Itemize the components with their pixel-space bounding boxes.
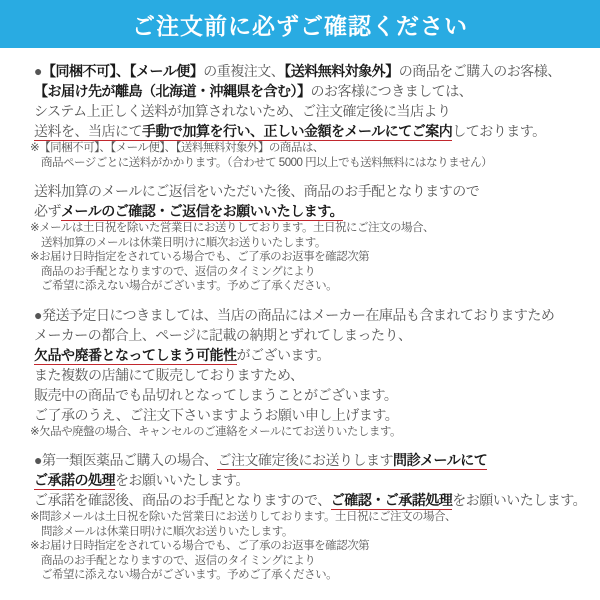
text-line — [34, 405, 592, 425]
note-line — [30, 425, 592, 440]
notice-header — [0, 0, 600, 48]
note-line — [30, 539, 592, 554]
text-line — [34, 470, 592, 490]
page-title: ご注文前に必ずご確認ください — [132, 12, 468, 39]
text-line — [34, 325, 592, 345]
text-run: のお客様につきましては、 — [310, 83, 473, 99]
text-line — [34, 365, 592, 385]
text-line — [34, 385, 592, 405]
text-run: 必ず — [34, 203, 61, 219]
notice-section — [30, 181, 592, 294]
notice-section — [30, 450, 592, 583]
text-line — [34, 490, 592, 510]
text-run: メーカーの都合上、ページに記載の納期とずれてしまったり、 — [34, 326, 412, 343]
text-line — [34, 61, 592, 81]
text-run: また複数の店舗にて販売しておりますため、 — [34, 366, 304, 383]
text-run: の重複注文、 — [203, 63, 285, 79]
red-underlined-text: ご注文確定後にお送りします — [217, 452, 393, 470]
text-run: ※お届け日時指定をされている場合でも、ご了承のお返事を確認次第 — [30, 540, 370, 552]
text-run: 送料加算のメールにご返信をいただいた後、商品のお手配となりますので — [34, 183, 480, 199]
text-line — [34, 121, 592, 141]
text-run: 商品のお手配となりますので、返信のタイミングにより — [30, 554, 316, 567]
text-run: しております。 — [452, 123, 546, 139]
text-run: システム上正しく送料が加算されないため、ご注文確定後に当店より — [34, 103, 451, 119]
bold-text: 【同梱不可】、【メール便】 — [41, 63, 204, 79]
text-run: ご了承のうえ、ご注文下さいますようお願い申し上げます。 — [34, 406, 399, 423]
text-run: ● — [34, 63, 42, 79]
note-line — [30, 236, 592, 251]
text-run: ※お届け日時指定をされている場合でも、ご了承のお返事を確認次第 — [30, 251, 370, 263]
text-line — [34, 450, 592, 470]
bold-text: 【お届け先が離島（北海道・沖縄県を含む）】 — [34, 83, 311, 99]
text-line — [34, 305, 592, 325]
note-line — [30, 221, 592, 236]
note-line — [30, 265, 592, 280]
text-run: ※【同梱不可】、【メール便】、【送料無料対象外】の商品は、 — [30, 142, 324, 154]
notice-body — [0, 48, 600, 583]
bold-text: 【送料無料対象外】 — [284, 63, 399, 79]
notice-section — [30, 305, 592, 440]
red-underlined-text: メールのご確認・ご返信をお願いいたします。 — [61, 203, 343, 221]
text-line — [34, 345, 592, 365]
red-underlined-text: 欠品や廃番となってしまう可能性 — [34, 347, 237, 365]
text-run: ※欠品や廃盤の場合、キャンセルのご連絡をメールにてお送りいたします。 — [30, 425, 401, 438]
red-underlined-text: 送料を、当店にて — [34, 123, 142, 141]
text-run: ※問診メールは土日祝を除いた営業日にお送りしております。土日祝にご注文の場合、 — [30, 511, 456, 523]
text-run: ●第一類医薬品ご購入の場合、 — [34, 452, 218, 468]
text-run: をお願いいたします。 — [452, 492, 587, 508]
text-run: をお願いいたします。 — [115, 472, 249, 488]
text-run: 商品のお手配となりますので、返信のタイミングにより — [30, 265, 316, 278]
text-line — [34, 101, 592, 121]
note-line — [30, 568, 592, 583]
note-line — [30, 510, 592, 525]
text-run: ご希望に添えない場合がございます。予めご了承ください。 — [30, 569, 338, 581]
notice-section — [30, 61, 592, 170]
text-run: の商品をご購入のお客様、 — [398, 63, 561, 79]
text-run: 送料加算のメールは休業日明けに順次お送りいたします。 — [30, 236, 326, 249]
text-run: がございます。 — [236, 346, 330, 363]
note-line — [30, 250, 592, 265]
note-line — [30, 554, 592, 569]
red-underlined-text: ご確認・ご承諾処理 — [331, 492, 453, 510]
text-run: 問診メールは休業日明けに順次お送りいたします。 — [30, 525, 293, 538]
text-run: 販売中の商品でも品切れとなってしまうことがございます。 — [34, 386, 398, 403]
note-line — [30, 156, 592, 171]
text-run: ※メールは土日祝を除いた営業日にお送りしております。土日祝にご注文の場合、 — [30, 222, 434, 234]
text-run: ●発送予定日につきましては、当店の商品にはメーカー在庫品も含まれておりますため — [34, 306, 555, 323]
text-run: ご承諾を確認後、商品のお手配となりますので、 — [34, 492, 331, 508]
text-line — [34, 181, 592, 201]
red-underlined-text: 問診メールにて — [393, 452, 487, 470]
red-underlined-text: ご承諾の処理 — [34, 472, 115, 490]
note-line — [30, 141, 592, 156]
text-run: 商品ページごとに送料がかかります。（合わせて 5000 円以上でも送料無料にはなりません） — [30, 156, 493, 169]
note-line — [30, 525, 592, 540]
text-run: ご希望に添えない場合がございます。予めご了承ください。 — [30, 280, 338, 292]
red-underlined-text: 手動で加算を行い、正しい金額をメールにてご案内 — [142, 123, 452, 141]
text-line — [34, 81, 592, 101]
note-line — [30, 279, 592, 294]
text-line — [34, 201, 592, 221]
